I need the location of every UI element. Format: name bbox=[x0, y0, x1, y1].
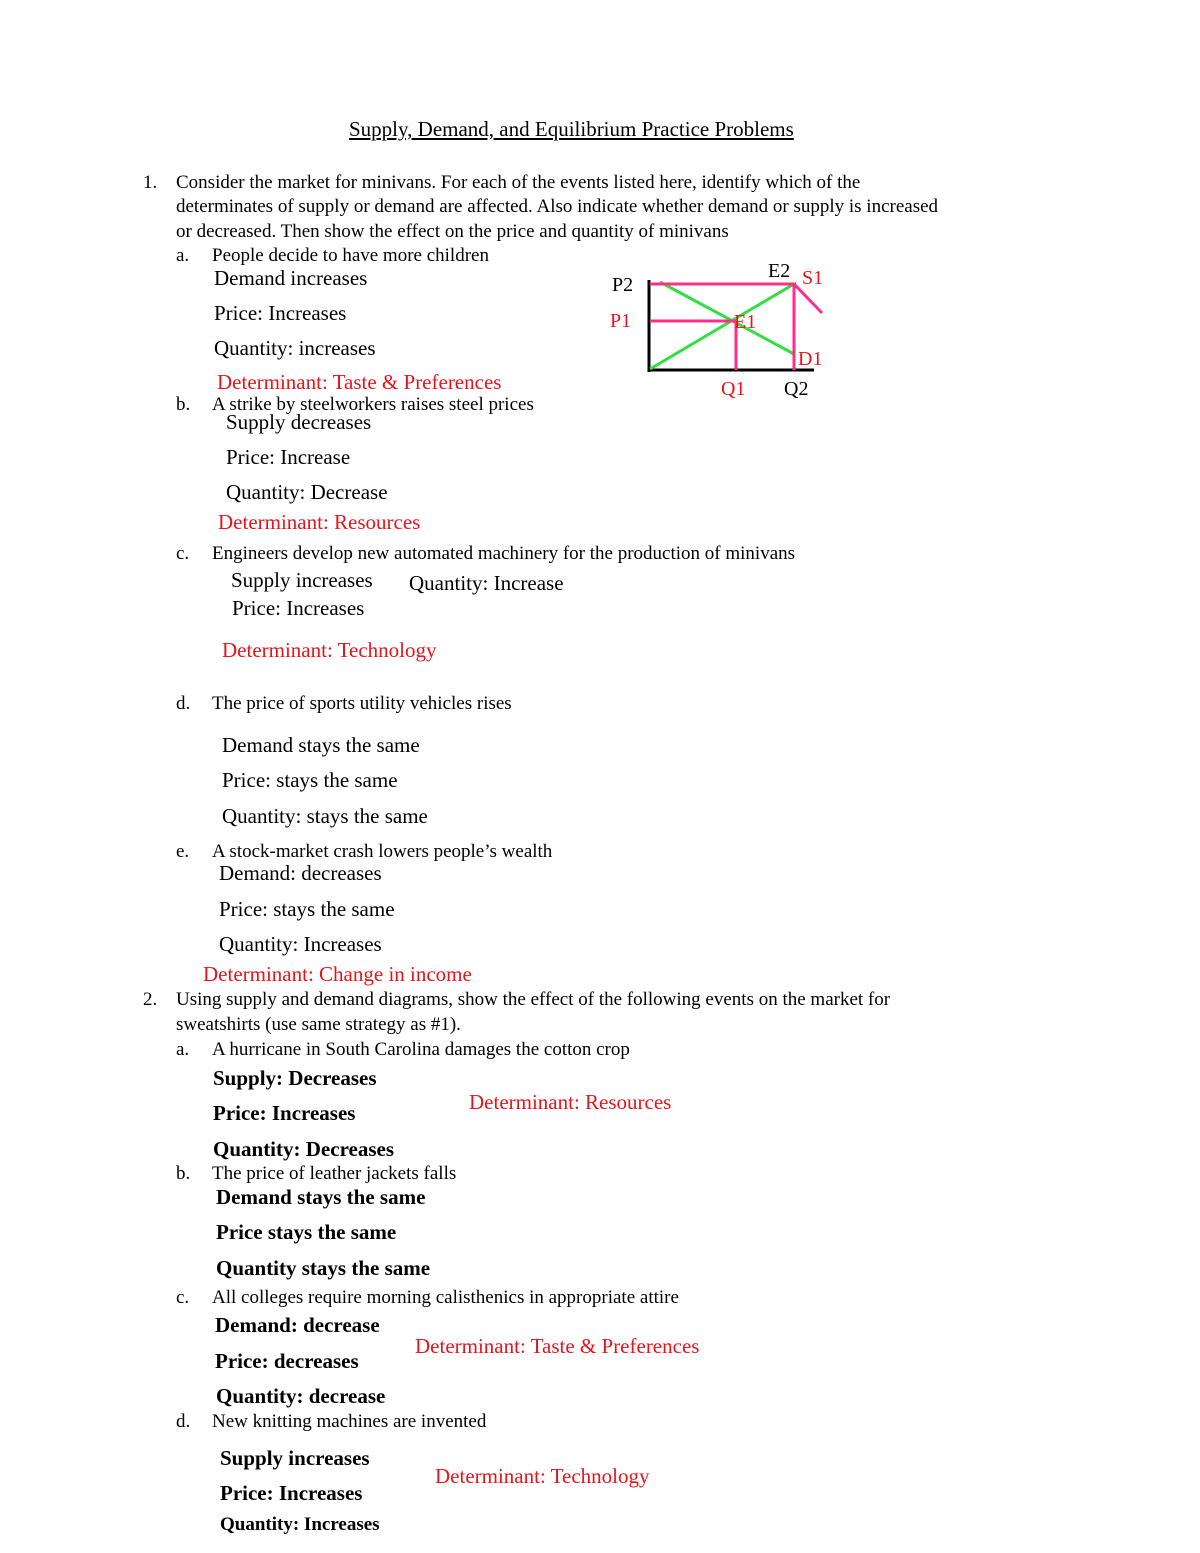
answer: Price: Increases bbox=[220, 1481, 363, 1505]
question-text: determinates of supply or demand are affected. Also indicate whether demand or supply is increased bbox=[176, 196, 939, 217]
determinant: Determinant: Change in income bbox=[203, 962, 472, 986]
item-label: c. bbox=[176, 543, 190, 564]
answer: Supply: Decreases bbox=[213, 1066, 377, 1090]
answer: Price: Increases bbox=[213, 1101, 356, 1125]
item-label: e. bbox=[176, 841, 190, 862]
question-text: Consider the market for minivans. For each of the events listed here, identify which of the bbox=[176, 172, 861, 193]
item-label: a. bbox=[176, 1039, 190, 1060]
answer: Price stays the same bbox=[216, 1220, 397, 1244]
answer: Quantity: Decrease bbox=[226, 480, 388, 504]
label-p1: P1 bbox=[610, 310, 632, 332]
label-s1: S1 bbox=[802, 267, 824, 289]
label-q1: Q1 bbox=[721, 378, 746, 400]
answer: Supply decreases bbox=[226, 410, 372, 434]
item-label: d. bbox=[176, 693, 191, 714]
item-text: A hurricane in South Carolina damages the cotton crop bbox=[212, 1039, 630, 1060]
item-label: b. bbox=[176, 394, 191, 415]
answer: Quantity: increases bbox=[214, 336, 376, 360]
item-label: a. bbox=[176, 245, 190, 266]
answer: Price: decreases bbox=[215, 1349, 359, 1373]
determinant: Determinant: Taste & Preferences bbox=[415, 1334, 700, 1358]
answer: Supply increases bbox=[220, 1446, 370, 1470]
answer: Quantity: Increases bbox=[219, 932, 382, 956]
answer: Price: Increase bbox=[226, 445, 351, 469]
answer: Demand increases bbox=[214, 266, 368, 290]
item-text: New knitting machines are invented bbox=[212, 1411, 487, 1432]
demand-curve bbox=[660, 282, 794, 354]
item-label: d. bbox=[176, 1411, 191, 1432]
item-text: The price of sports utility vehicles rises bbox=[212, 693, 512, 714]
answer: Quantity: Increases bbox=[220, 1514, 380, 1535]
answer: Price: stays the same bbox=[219, 897, 395, 921]
determinant: Determinant: Technology bbox=[435, 1464, 650, 1488]
answer: Demand stays the same bbox=[222, 733, 420, 757]
page-title: Supply, Demand, and Equilibrium Practice Problems bbox=[349, 117, 794, 141]
question-text: Using supply and demand diagrams, show the effect of the following events on the market for bbox=[176, 989, 891, 1010]
answer: Quantity: Increase bbox=[409, 571, 564, 595]
label-d1: D1 bbox=[798, 348, 823, 370]
label-e1: E1 bbox=[734, 311, 757, 333]
answer: Quantity stays the same bbox=[216, 1256, 431, 1280]
answer: Quantity: decrease bbox=[216, 1384, 386, 1408]
question-text: or decreased. Then show the effect on the price and quantity of minivans bbox=[176, 221, 729, 242]
answer: Demand: decrease bbox=[215, 1313, 380, 1337]
answer: Demand stays the same bbox=[216, 1185, 426, 1209]
answer: Price: Increases bbox=[214, 301, 347, 325]
determinant: Determinant: Resources bbox=[218, 510, 421, 534]
answer: Price: Increases bbox=[232, 596, 365, 620]
supply-demand-graph bbox=[600, 250, 840, 410]
item-text: A strike by steelworkers raises steel prices bbox=[212, 394, 534, 415]
answer: Quantity: stays the same bbox=[222, 804, 428, 828]
answer: Demand: decreases bbox=[219, 861, 382, 885]
answer: Price: stays the same bbox=[222, 768, 398, 792]
label-p2: P2 bbox=[612, 274, 634, 296]
item-text: All colleges require morning calisthenics in appropriate attire bbox=[212, 1287, 679, 1308]
determinant: Determinant: Resources bbox=[469, 1090, 672, 1114]
item-text: A stock-market crash lowers people’s wealth bbox=[212, 841, 553, 862]
question-text: sweatshirts (use same strategy as #1). bbox=[176, 1014, 461, 1035]
supply-curve bbox=[650, 284, 794, 369]
item-text: Engineers develop new automated machinery for the production of minivans bbox=[212, 543, 796, 564]
answer: Supply increases bbox=[231, 568, 373, 592]
item-label: c. bbox=[176, 1287, 190, 1308]
determinant: Determinant: Technology bbox=[222, 638, 437, 662]
answer: Quantity: Decreases bbox=[213, 1137, 394, 1161]
determinant: Determinant: Taste & Preferences bbox=[217, 370, 502, 394]
question-number: 1. bbox=[143, 172, 158, 193]
item-text: The price of leather jackets falls bbox=[212, 1163, 457, 1184]
question-number: 2. bbox=[143, 989, 158, 1010]
label-e2: E2 bbox=[768, 260, 791, 282]
item-label: b. bbox=[176, 1163, 191, 1184]
item-text: People decide to have more children bbox=[212, 245, 489, 266]
label-q2: Q2 bbox=[784, 378, 809, 400]
